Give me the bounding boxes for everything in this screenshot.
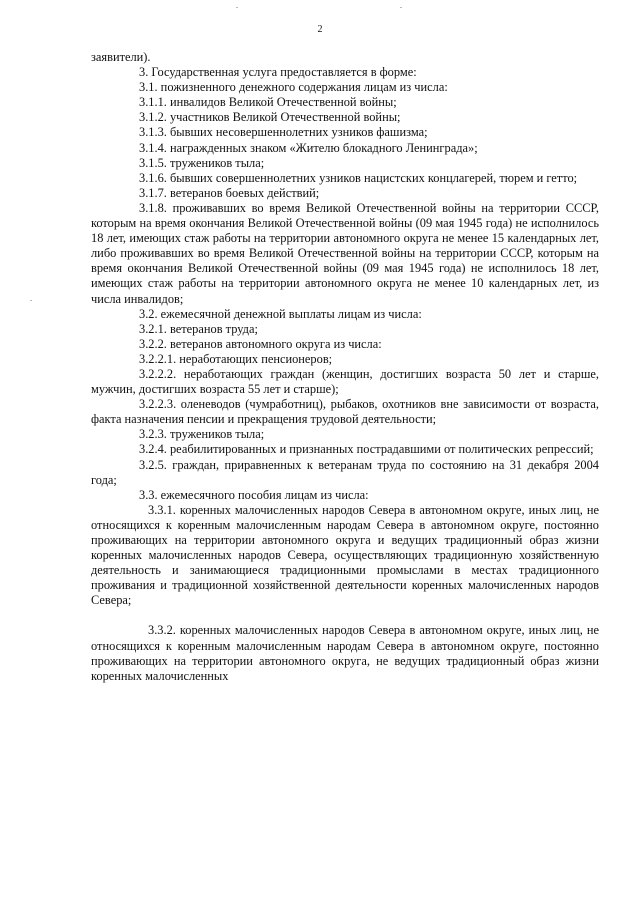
paragraph: 3.1.2. участников Великой Отечественной войны;	[139, 110, 401, 125]
paragraph: 3.2.2.2. неработающих граждан (женщин, достигших возраста 50 лет и старше, мужчин, достигших возраста 55 лет и старше);	[91, 366, 599, 397]
paragraph: 3.2.5. граждан, приравненных к ветеранам труда по состоянию на 31 декабря 2004 года;	[91, 457, 599, 487]
page-number: 2	[317, 24, 323, 35]
paragraph: 3.2.3. тружеников тыла;	[139, 427, 265, 442]
paragraph: 3.1.5. тружеников тыла;	[139, 155, 265, 170]
paragraph: 3.1.8. проживавших во время Великой Отечественной войны на территории СССР, которым на время окончания Великой Отечественной войны (09 мая 1945 года) не исполнилось 18 лет, имеющих стаж работы на территории автономного округа не менее 15 календарных лет, либо проживавших во время Великой Отечественной войны на территории СССР, которым на время окончания Великой Отечественной войны (09 мая 1945 года) не исполнилось 18 лет, имеющих стаж работы на территории автономного округа не менее 10 календарных лет, из числа инвалидов;	[91, 200, 599, 306]
paragraph: 3.3.2. коренных малочисленных народов Севера в автономном округе, иных лиц, не относящихся к коренным малочисленным народам Севера в автономном округе, постоянно проживающих на территории автономного округа, не ведущих традиционный образ жизни коренных малочисленных	[91, 623, 599, 683]
scan-artifact	[400, 7, 402, 8]
paragraph: 3.1.3. бывших несовершеннолетних узников фашизма;	[139, 125, 428, 140]
paragraph: 3.1.7. ветеранов боевых действий;	[139, 185, 320, 200]
paragraph: 3.2. ежемесячной денежной выплаты лицам из числа:	[139, 306, 422, 321]
paragraph-gap	[91, 608, 599, 623]
paragraph: 3.1.4. награжденных знаком «Жителю блокадного Ленинграда»;	[139, 140, 478, 155]
paragraph: 3.2.4. реабилитированных и признанных пострадавшими от политических репрессий;	[139, 442, 594, 457]
scan-artifact	[30, 300, 32, 301]
paragraph: 3.2.2. ветеранов автономного округа из числа:	[139, 336, 382, 351]
paragraph: 3.3. ежемесячного пособия лицам из числа:	[139, 487, 369, 502]
scan-artifact	[236, 7, 238, 8]
paragraph: 3.1. пожизненного денежного содержания лицам из числа:	[139, 80, 448, 95]
paragraph: 3.2.1. ветеранов труда;	[139, 321, 258, 336]
paragraph: 3.2.2.1. неработающих пенсионеров;	[139, 351, 333, 366]
paragraph: 3.1.1. инвалидов Великой Отечественной войны;	[139, 95, 397, 110]
paragraph: заявители).	[91, 50, 151, 64]
document-body	[91, 50, 599, 684]
paragraph: 3. Государственная услуга предоставляется в форме:	[139, 65, 417, 80]
paragraph: 3.1.6. бывших совершеннолетних узников нацистских концлагерей, тюрем и гетто;	[139, 170, 578, 185]
paragraph: 3.3.1. коренных малочисленных народов Севера в автономном округе, иных лиц, не относящихся к коренным малочисленным народам Севера в автономном округе, постоянно проживающих на территории автономного округа и ведущих традиционный образ жизни коренных малочисленных народов Севера, осуществляющих традиционную хозяйственную деятельность и занимающиеся традиционными промыслами в местах традиционного проживания и традиционной хозяйственной деятельности коренных малочисленных народов Севера;	[91, 502, 599, 608]
paragraph: 3.2.2.3. оленеводов (чумработниц), рыбаков, охотников вне зависимости от возраста, факта назначения пенсии и прекращения трудовой деятельности;	[91, 397, 599, 427]
